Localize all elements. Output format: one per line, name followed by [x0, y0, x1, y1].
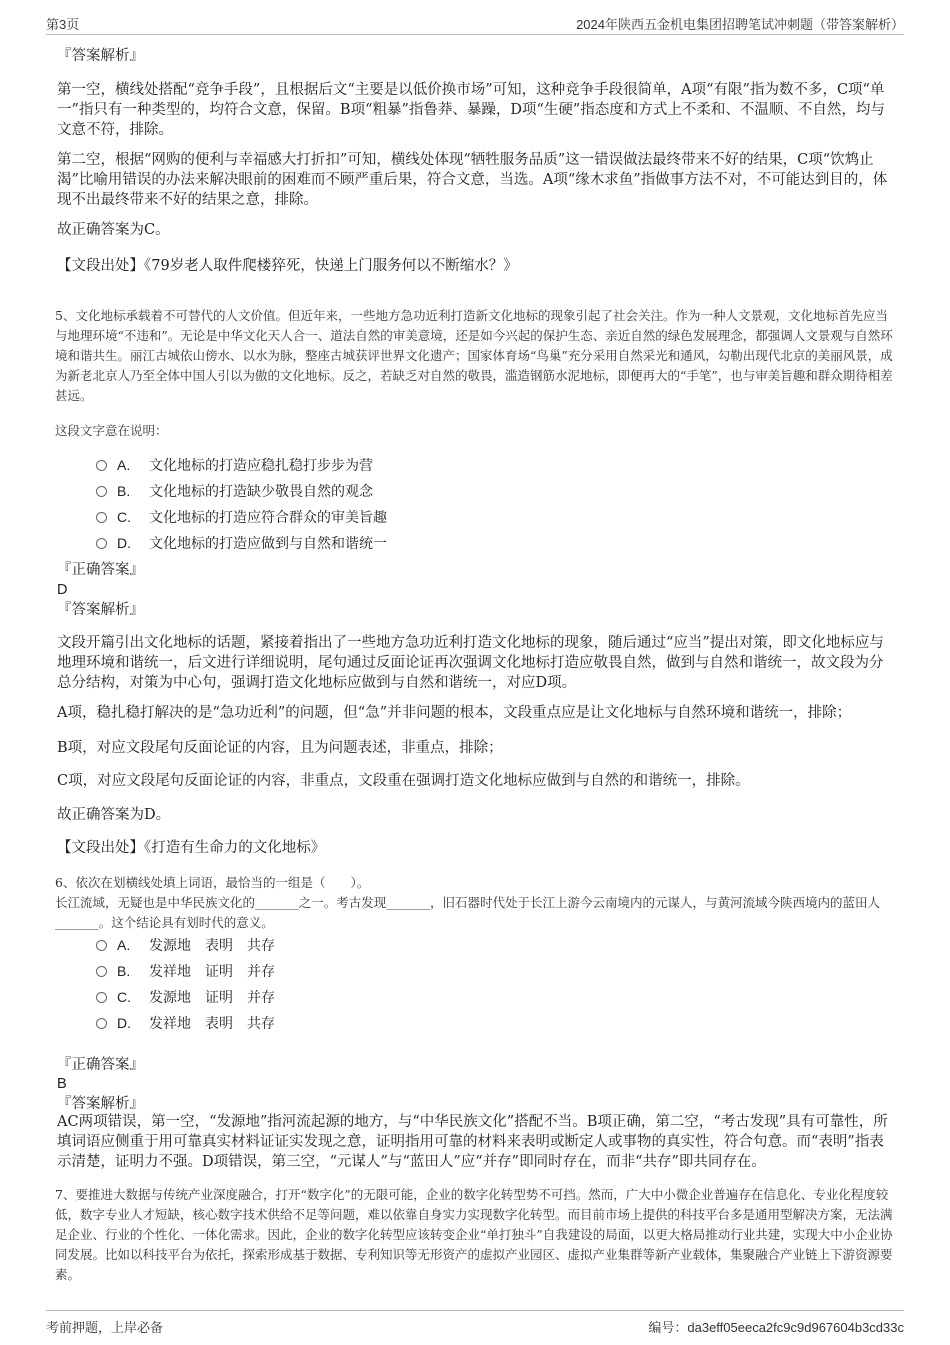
- option-a[interactable]: [96, 935, 275, 956]
- correct-answer: D: [57, 582, 68, 598]
- analysis-label: 『答案解析』: [57, 602, 144, 618]
- analysis-label: 『答案解析』: [57, 48, 144, 64]
- option-text: 发源地 证明 并存: [149, 990, 275, 1006]
- radio-icon[interactable]: [96, 940, 107, 951]
- option-text: 文化地标的打造应做到与自然和谐统一: [149, 536, 387, 552]
- option-letter: B.: [117, 483, 131, 499]
- radio-icon[interactable]: [96, 486, 107, 497]
- conclusion: 故正确答案为C。: [57, 222, 170, 238]
- radio-icon[interactable]: [96, 512, 107, 523]
- question-stem: 5、文化地标承载着不可替代的人文价值。但近年来，一些地方急功近利打造新文化地标的现象引起了社会关注。作为一种人文景观，文化地标首先应当与地理环境“不违和”。无论是中华文化天人合一、道法自然的审美意境，还是如今兴起的保护生态、亲近自然的绿色发展理念，都强调人文景观与自然环境和谐共生。丽江古城依山傍水、以水为脉，整座古城获评世界文化遗产；国家体育场“鸟巢”充分采用自然采光和通风，勾勒出现代北京的美丽风景，成为新老北京人乃至全体中国人引以为傲的文化地标。反之，若缺乏对自然的敬畏，滥造钢筋水泥地标，即便再大的“手笔”，也与审美旨趣和群众期待相差甚远。: [55, 308, 893, 403]
- conclusion: 故正确答案为D。: [57, 807, 171, 823]
- answer-label: 『正确答案』: [57, 562, 144, 578]
- option-text: 文化地标的打造应符合群众的审美旨趣: [149, 510, 387, 526]
- answer-label: 『正确答案』: [57, 1057, 144, 1073]
- option-letter: A.: [117, 937, 131, 953]
- correct-answer: B: [57, 1076, 67, 1092]
- analysis-paragraph: C项，对应文段尾句反面论证的内容，非重点，文段重在强调打造文化地标应做到与自然的和谐统一，排除。: [57, 773, 750, 789]
- page-number: 第3页: [46, 17, 80, 32]
- option-c[interactable]: [96, 987, 275, 1008]
- radio-icon[interactable]: [96, 460, 107, 471]
- option-letter: B.: [117, 963, 131, 979]
- question-passage: 长江流域，无疑也是中华民族文化的_______之一。考古发现_______，旧石器时代处于长江上游今云南境内的元谋人，与黄河流域今陕西境内的蓝田人_______。这个结论具有划时代的意义。: [55, 895, 881, 930]
- option-letter: D.: [117, 1015, 131, 1031]
- question-prompt: 这段文字意在说明：: [55, 423, 168, 438]
- radio-icon[interactable]: [96, 992, 107, 1003]
- analysis-paragraph: 第二空，根据“网购的便利与幸福感大打折扣”可知，横线处体现“牺牲服务品质”这一错误做法最终带来不好的结果，C项“饮鸩止渴”比喻用错误的办法来解决眼前的困难而不顾严重后果，符合文意，当选。A项“缘木求鱼”指做事方法不对，不可能达到目的，体现不出最终带来不好的结果之意，排除。: [57, 152, 888, 208]
- source: 【文段出处】《打造有生命力的文化地标》: [57, 840, 326, 856]
- analysis-paragraph: 文段开篇引出文化地标的话题，紧接着指出了一些地方急功近利打造文化地标的现象，随后通过“应当”提出对策，即文化地标应与地理环境和谐统一，后文进行详细说明，尾句通过反面论证再次强调文化地标打造应敬畏自然，做到与自然和谐统一，故文段为分总分结构，对策为中心句，强调打造文化地标应做到与自然和谐统一，对应D项。: [57, 635, 884, 691]
- source: 【文段出处】《79岁老人取件爬楼猝死，快递上门服务何以不断缩水？》: [57, 258, 518, 274]
- option-letter: C.: [117, 509, 131, 525]
- question-stem: 6、依次在划横线处填上词语，最恰当的一组是（ ）。: [55, 875, 370, 890]
- question-stem: 7、要推进大数据与传统产业深度融合，打开“数字化”的无限可能，企业的数字化转型势不可挡。然而，广大中小微企业普遍存在信息化、专业化程度较低，数字专业人才短缺，核心数字技术供给不足等问题，难以依靠自身实力实现数字化转型。而目前市场上提供的科技平台多是通用型解决方案，无法满足企业、行业的个性化、一体化需求。因此，企业的数字化转型应该转变企业“单打独斗”自我建设的局面，以更大格局推动行业共建，实现大中小企业协同发展。比如以科技平台为依托，探索形成基于数据、专利知识等无形资产的虚拟产业园区、虚拟产业集群等新产业载体，集聚融合产业链上下游资源要素。: [55, 1187, 893, 1282]
- option-text: 发祥地 证明 并存: [149, 964, 275, 980]
- option-letter: D.: [117, 535, 131, 551]
- document-title: 2024年陕西五金机电集团招聘笔试冲刺题（带答案解析）: [576, 17, 904, 32]
- document-id: 编号：da3eff05eeca2fc9c9d967604b3cd33c: [648, 1320, 904, 1335]
- option-c[interactable]: [96, 507, 387, 528]
- radio-icon[interactable]: [96, 966, 107, 977]
- analysis-label: 『答案解析』: [57, 1096, 144, 1112]
- footer-slogan: 考前押题，上岸必备: [46, 1320, 164, 1335]
- analysis-paragraph: A项，稳扎稳打解决的是“急功近利”的问题，但“急”并非问题的根本，文段重点应是让文化地标与自然环境和谐统一，排除；: [57, 705, 852, 721]
- option-a[interactable]: [96, 455, 373, 476]
- option-text: 发源地 表明 共存: [149, 938, 275, 954]
- option-b[interactable]: [96, 481, 373, 502]
- option-letter: A.: [117, 457, 131, 473]
- option-b[interactable]: [96, 961, 275, 982]
- page-footer: [46, 1310, 904, 1337]
- page-header: [46, 12, 904, 35]
- option-d[interactable]: [96, 1013, 275, 1034]
- option-d[interactable]: [96, 533, 387, 554]
- option-letter: C.: [117, 989, 131, 1005]
- option-text: 文化地标的打造应稳扎稳打步步为营: [149, 458, 373, 474]
- analysis-paragraph: 第一空，横线处搭配“竞争手段”，且根据后文“主要是以低价换市场”可知，这种竞争手段很简单，A项“有限”指为数不多，C项“单一”指只有一种类型的，均符合文意，保留。B项“粗暴”指鲁莽、暴躁，D项“生硬”指态度和方式上不柔和、不温顺、不自然，均与文意不符，排除。: [57, 82, 885, 138]
- option-text: 发祥地 表明 共存: [149, 1016, 275, 1032]
- radio-icon[interactable]: [96, 538, 107, 549]
- analysis-paragraph: B项，对应文段尾句反面论证的内容，且为问题表述，非重点，排除；: [57, 740, 503, 756]
- radio-icon[interactable]: [96, 1018, 107, 1029]
- analysis-paragraph: AC两项错误，第一空，“发源地”指河流起源的地方，与“中华民族文化”搭配不当。B项正确，第二空，“考古发现”具有可靠性，所填词语应侧重于用可靠真实材料证证实发现之意，证明指用可靠的材料来表明或断定人或事物的真实性，符合句意。而“表明”指表示清楚，证明力不强。D项错误，第三空，“元谋人”与“蓝田人”应“并存”即同时存在，而非“共存”即共同存在。: [57, 1114, 888, 1170]
- option-text: 文化地标的打造缺少敬畏自然的观念: [149, 484, 373, 500]
